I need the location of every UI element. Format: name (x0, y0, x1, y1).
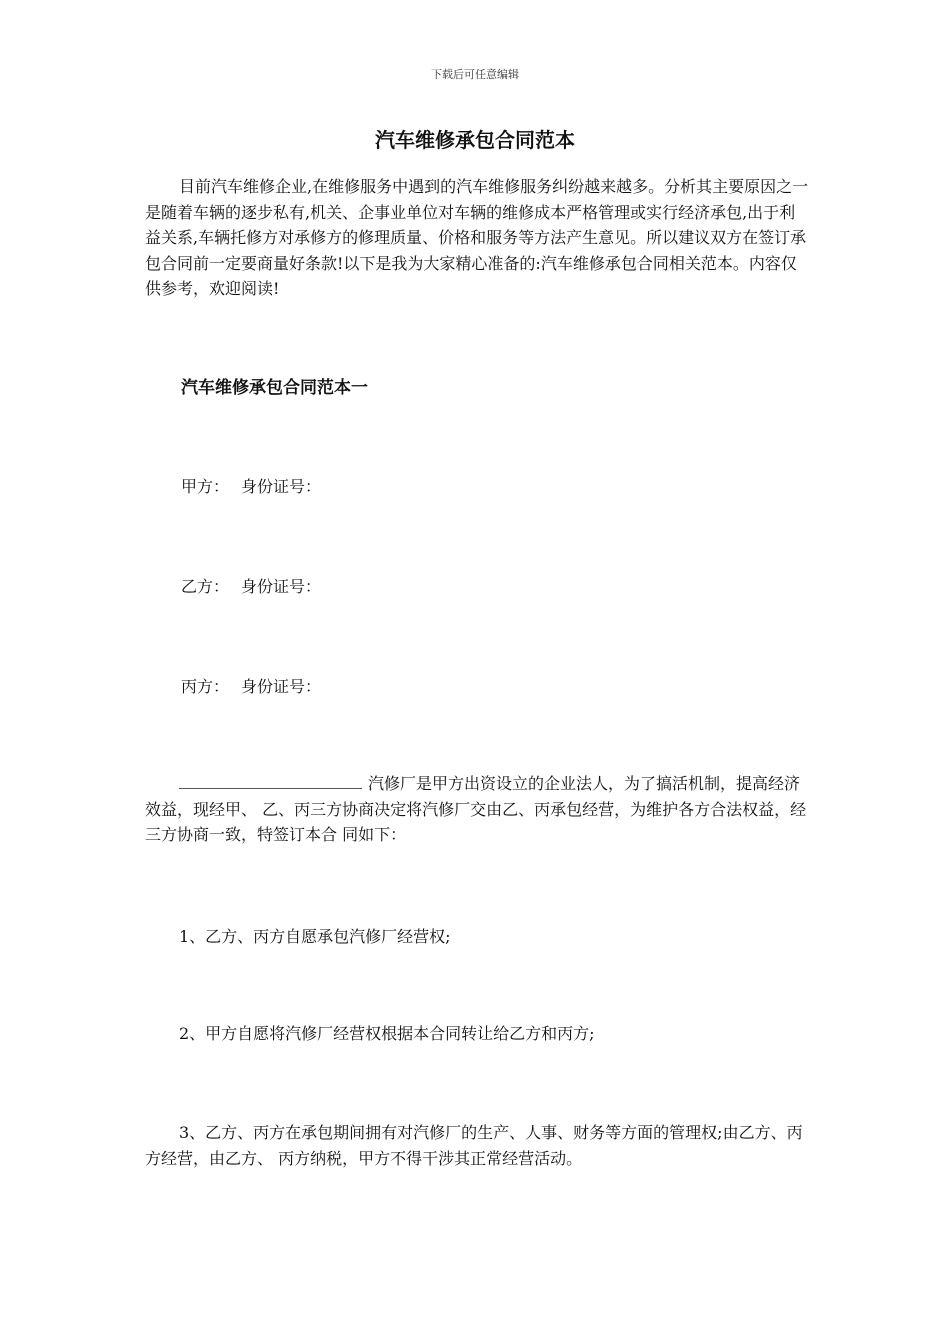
blank-fill-line (179, 774, 362, 789)
party-a-id-label: 身份证号： (241, 477, 322, 496)
party-c-line (181, 676, 321, 698)
party-b-id-label: 身份证号： (241, 577, 322, 596)
document-title: 汽车维修承包合同范本 (375, 128, 575, 152)
party-a-label: 甲方： (181, 477, 230, 496)
header-note: 下载后可任意编辑 (431, 68, 519, 81)
clause-2: 2、甲方自愿将汽修厂经营权根据本合同转让给乙方和丙方; (179, 1024, 595, 1043)
party-b-line (181, 576, 321, 598)
party-c-id-label: 身份证号： (241, 677, 322, 696)
party-a-line (181, 476, 321, 498)
party-b-label: 乙方： (181, 577, 230, 596)
clause-1: 1、乙方、丙方自愿承包汽修厂经营权; (179, 927, 451, 946)
section-heading: 汽车维修承包合同范本一 (181, 378, 368, 398)
preamble-paragraph (145, 771, 810, 848)
preamble-text: 汽修厂是甲方出资设立的企业法人，为了搞活机制，提高经济效益，现经甲、 乙、丙三方协商决定将汽修厂交由乙、丙承包经营，为维护各方合法权益，经三方协商一致，特签订本合 同如下： (145, 774, 807, 844)
party-c-label: 丙方： (181, 677, 230, 696)
clause-3: 3、乙方、丙方在承包期间拥有对汽修厂的生产、人事、财务等方面的管理权;由乙方、丙方经营，由乙方、 丙方纳税，甲方不得干涉其正常经营活动。 (145, 1123, 803, 1168)
intro-paragraph: 目前汽车维修企业,在维修服务中遇到的汽车维修服务纠纷越来越多。分析其主要原因之一是随着车辆的逐步私有,机关、企事业单位对车辆的维修成本严格管理或实行经济承包,出于利益关系,车辆托修方对承修方的修理质量、价格和服务等方法产生意见。所以建议双方在签订承包合同前一定要商量好条款!以下是我为大家精心准备的:汽车维修承包合同相关范本。内容仅供参考，欢迎阅读! (145, 177, 809, 298)
